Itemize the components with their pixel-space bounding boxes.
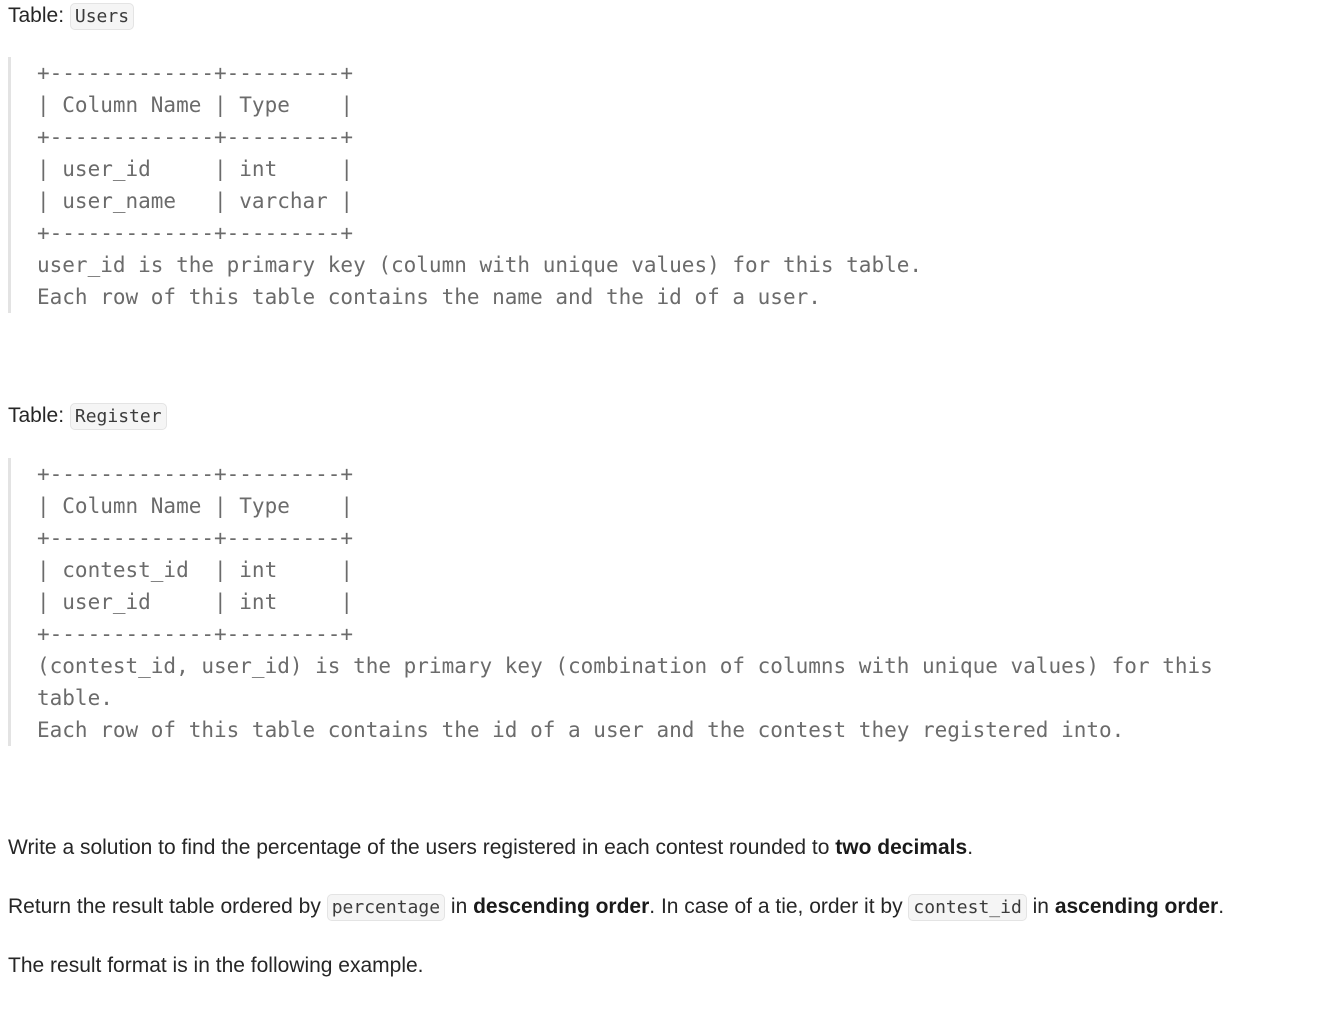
schema-line: | contest_id | int |	[37, 558, 354, 582]
statement-end: .	[967, 836, 974, 859]
emphasis-descending-order: descending order	[473, 895, 650, 918]
schema-line: user_id is the primary key (column with unique values) for this table.	[37, 253, 923, 277]
emphasis-two-decimals: two decimals	[835, 836, 968, 859]
schema-line: | Column Name | Type |	[37, 93, 354, 117]
ordering-text: Return the result table ordered by	[8, 895, 327, 918]
schema-line: | user_name | varchar |	[37, 189, 354, 213]
schema-line: | user_id | int |	[37, 157, 354, 181]
problem-statement	[8, 832, 1308, 864]
table-label-text: Table:	[8, 404, 70, 427]
percentage-code: percentage	[327, 894, 445, 921]
schema-line: Each row of this table contains the name and the id of a user.	[37, 285, 821, 309]
register-table-name: Register	[70, 403, 167, 430]
schema-line: +-------------+---------+	[37, 622, 354, 646]
table-label-text: Table:	[8, 4, 70, 27]
statement-text: Write a solution to find the percentage of the users registered in each contest rounded to	[8, 836, 836, 859]
schema-line: +-------------+---------+	[37, 61, 354, 85]
schema-line: (contest_id, user_id) is the primary key (combination of columns with unique values) for this	[37, 654, 1213, 678]
schema-line: | user_id | int |	[37, 590, 354, 614]
result-format-note	[8, 950, 1308, 982]
schema-line: +-------------+---------+	[37, 221, 354, 245]
register-schema-block	[8, 458, 1213, 746]
schema-line: | Column Name | Type |	[37, 494, 354, 518]
ordering-end: .	[1218, 895, 1225, 918]
users-table-name: Users	[70, 3, 134, 30]
emphasis-ascending-order: ascending order	[1054, 895, 1219, 918]
ordering-text: . In case of a tie, order it by	[649, 895, 909, 918]
schema-line: +-------------+---------+	[37, 462, 354, 486]
schema-line: +-------------+---------+	[37, 526, 354, 550]
users-table-label	[8, 0, 134, 32]
result-format-text: The result format is in the following example.	[8, 954, 424, 977]
schema-line: +-------------+---------+	[37, 125, 354, 149]
ordering-instructions	[8, 891, 1308, 924]
register-table-label	[8, 400, 167, 432]
ordering-text: in	[445, 895, 474, 918]
schema-line: table.	[37, 686, 113, 710]
users-schema-block	[8, 57, 922, 313]
schema-line: Each row of this table contains the id of a user and the contest they registered into.	[37, 718, 1125, 742]
ordering-text: in	[1026, 895, 1055, 918]
contest-id-code: contest_id	[908, 894, 1026, 921]
